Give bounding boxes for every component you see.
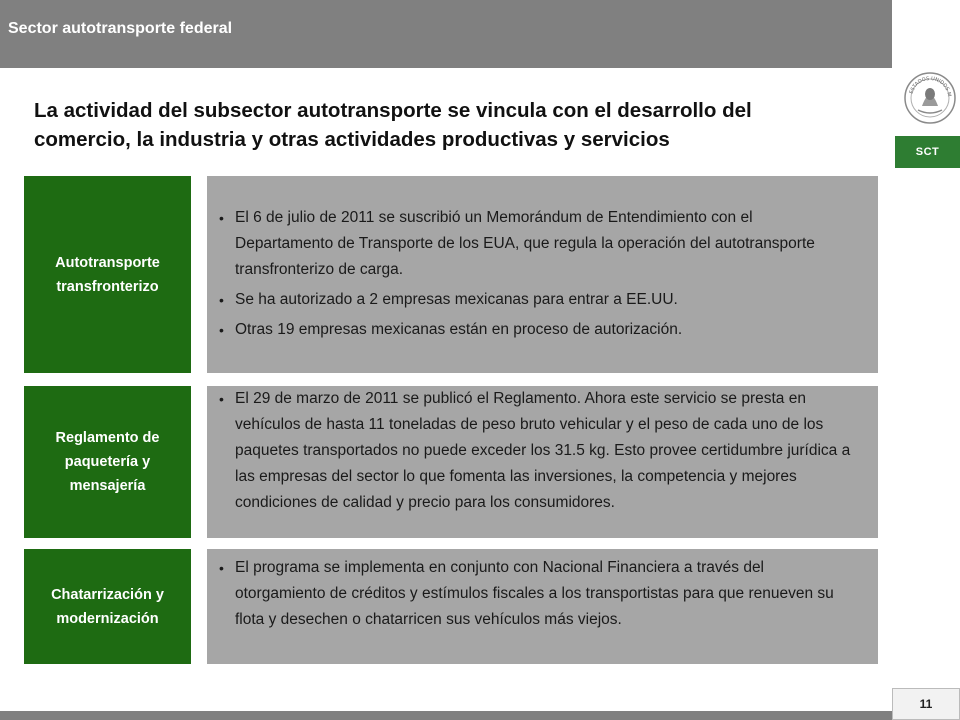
mexico-seal-icon (904, 70, 956, 128)
sct-badge: SCT (895, 136, 960, 168)
section-label-autotransporte: Autotransporte transfronterizo (24, 176, 191, 373)
section-label-reglamento: Reglamento de paquetería y mensajería (24, 386, 191, 538)
bullet-item: • El programa se implementa en conjunto con Nacional Financiera a través del otorgamiento de créditos y estímulos fiscales a los transportistas para que renueven su flota y desechen o chatarricen sus vehículos más viejos. (207, 555, 858, 633)
bullet-item: • Se ha autorizado a 2 empresas mexicanas para entrar a EE.UU. (207, 287, 854, 313)
bullet-item: • El 29 de marzo de 2011 se publicó el Reglamento. Ahora este servicio se presta en vehículos de hasta 11 toneladas de peso bruto vehicular y el peso de cada uno de los paquetes transportados no puede exceder los 31.5 kg. Esto provee certidumbre jurídica a las empresas del sector lo que fomenta las inversiones, la competencia y mejores condiciones de calidad y precio para los consumidores. (207, 386, 866, 516)
section-label-chatarrizacion: Chatarrización y modernización (24, 549, 191, 664)
footer-bar (0, 711, 892, 720)
page-number: 11 (892, 688, 960, 720)
section-content-reglamento (207, 386, 878, 538)
page-title: La actividad del subsector autotransporte se vincula con el desarrollo del comercio, la industria y otras actividades productivas y servicios (34, 99, 752, 151)
bullet-item: • El 6 de julio de 2011 se suscribió un Memorándum de Entendimiento con el Departamento de Transporte de los EUA, que regula la operación del autotransporte transfronterizo de carga. (207, 205, 854, 283)
bullet-item: • Otras 19 empresas mexicanas están en proceso de autorización. (207, 317, 854, 343)
section-content-autotransporte (207, 176, 878, 373)
header-title: Sector autotransporte federal (8, 20, 233, 37)
section-content-chatarrizacion (207, 549, 878, 664)
svg-text:ESTADOS UNIDOS MEXICANOS: ESTADOS UNIDOS M (908, 75, 953, 98)
header-bar (0, 0, 892, 68)
